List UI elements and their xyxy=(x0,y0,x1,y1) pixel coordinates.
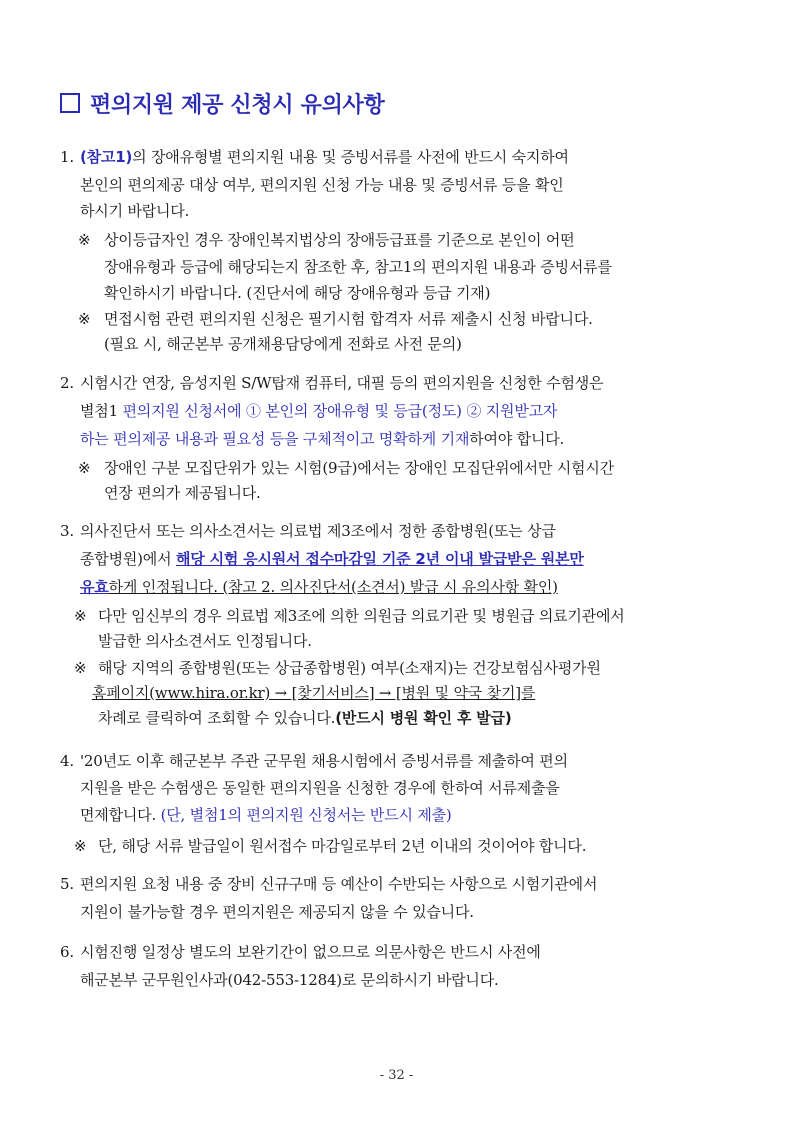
item-5-number: 5. xyxy=(60,875,74,893)
page-title-text: 편의지원 제공 신청시 유의사항 xyxy=(90,93,385,118)
reference-mark-icon: ※ xyxy=(78,459,91,477)
item-1-number: 1. xyxy=(60,148,74,166)
item-4-note-1-line-1: 단, 해당 서류 발급일이 원서접수 마감일로부터 2년 이내의 것이어야 합니다. xyxy=(98,837,587,855)
item-3-line-3: 유효하게 인정됩니다. (참고 2. 의사진단서(소견서) 발급 시 유의사항 확인) xyxy=(80,578,558,596)
item-2-line-2: 별첨1 편의지원 신청서에 ① 본인의 장애유형 및 등급(정도) ② 지원받고자 xyxy=(80,402,558,420)
reference-mark-icon: ※ xyxy=(74,607,87,625)
item-3-note-1-line-2: 발급한 의사소견서도 인정됩니다. xyxy=(98,632,312,650)
item-4-number: 4. xyxy=(60,752,74,770)
item-1-line-2: 본인의 편의제공 대상 여부, 편의지원 신청 가능 내용 및 증빙서류 등을 확인 xyxy=(80,176,564,194)
reference-mark-icon: ※ xyxy=(78,310,91,328)
item-6-number: 6. xyxy=(60,943,74,961)
item-6-line-2: 해군본부 군무원인사과(042-553-1284)로 문의하시기 바랍니다. xyxy=(80,971,499,989)
item-3-note-2-line-1: 해당 지역의 종합병원(또는 상급종합병원) 여부(소재지)는 건강보험심사평가원 xyxy=(98,659,601,677)
item-3-note-2-line-3: 차례로 클릭하여 조회할 수 있습니다.(반드시 병원 확인 후 발급) xyxy=(98,709,512,727)
hira-website-link[interactable]: 홈페이지(www.hira.or.kr) → [찾기서비스] → [병원 및 약국 찾기]를 xyxy=(92,684,536,702)
reference-mark-icon: ※ xyxy=(74,837,87,855)
page-number: - 32 - xyxy=(379,1068,414,1083)
item-4-line-1: '20년도 이후 해군본부 주관 군무원 채용시험에서 증빙서류를 제출하여 편의 xyxy=(80,752,568,770)
item-5-line-1: 편의지원 요청 내용 중 장비 신규구매 등 예산이 수반되는 사항으로 시험기관에서 xyxy=(80,875,598,893)
item-2-note-1-line-2: 연장 편의가 제공됩니다. xyxy=(104,484,261,502)
item-1-line-3: 하시기 바랍니다. xyxy=(80,202,190,220)
item-2-line-3: 하는 편의제공 내용과 필요성 등을 구체적이고 명확하게 기재하여야 합니다. xyxy=(80,430,565,448)
item-1-note-1-line-1: 상이등급자인 경우 장애인복지법상의 장애등급표를 기준으로 본인이 어떤 xyxy=(104,231,575,249)
item-2-line-1: 시험시간 연장, 음성지원 S/W탑재 컴퓨터, 대필 등의 편의지원을 신청한 수험생은 xyxy=(80,374,604,392)
item-4-line-2: 지원을 받은 수험생은 동일한 편의지원을 신청한 경우에 한하여 서류제출을 xyxy=(80,779,560,797)
checkbox-square-icon xyxy=(60,93,80,113)
item-5-line-2: 지원이 불가능할 경우 편의지원은 제공되지 않을 수 있습니다. xyxy=(80,903,474,921)
item-2-number: 2. xyxy=(60,374,74,392)
item-2-note-1-line-1: 장애인 구분 모집단위가 있는 시험(9급)에서는 장애인 모집단위에서만 시험시간 xyxy=(104,459,614,477)
item-3-number: 3. xyxy=(60,522,74,540)
reference-mark-icon: ※ xyxy=(78,231,91,249)
item-1-note-2-line-1: 면접시험 관련 편의지원 신청은 필기시험 합격자 서류 제출시 신청 바랍니다. xyxy=(104,310,593,328)
deadline-emphasis: 해당 시험 응시원서 접수마감일 기준 2년 이내 발급받은 원본만 xyxy=(175,550,584,568)
item-1-note-1-line-3: 확인하시기 바랍니다. (진단서에 해당 장애유형과 등급 기재) xyxy=(104,284,491,302)
item-3-note-1-line-1: 다만 임신부의 경우 의료법 제3조에 의한 의원급 의료기관 및 병원급 의료기관에서 xyxy=(98,607,625,625)
item-6-line-1: 시험진행 일정상 별도의 보완기간이 없으므로 의문사항은 반드시 사전에 xyxy=(80,943,541,961)
item-4-line-3: 면제합니다. (단, 별첨1의 편의지원 신청서는 반드시 제출) xyxy=(80,806,452,824)
item-1-note-1-line-2: 장애유형과 등급에 해당되는지 참조한 후, 참고1의 편의지원 내용과 증빙서류를 xyxy=(104,258,612,276)
reference-1-link: (참고1) xyxy=(80,148,133,166)
item-3-line-1: 의사진단서 또는 의사소견서는 의료법 제3조에서 정한 종합병원(또는 상급 xyxy=(80,522,556,540)
item-1-line-1: (참고1)의 장애유형별 편의지원 내용 및 증빙서류를 사전에 반드시 숙지하여 xyxy=(80,148,569,166)
item-1-note-2-line-2: (필요 시, 해군본부 공개채용담당에게 전화로 사전 문의) xyxy=(104,335,462,353)
page-title xyxy=(60,88,384,119)
reference-mark-icon: ※ xyxy=(74,659,87,677)
item-3-line-2: 종합병원)에서 해당 시험 응시원서 접수마감일 기준 2년 이내 발급받은 원본만 xyxy=(80,550,584,568)
